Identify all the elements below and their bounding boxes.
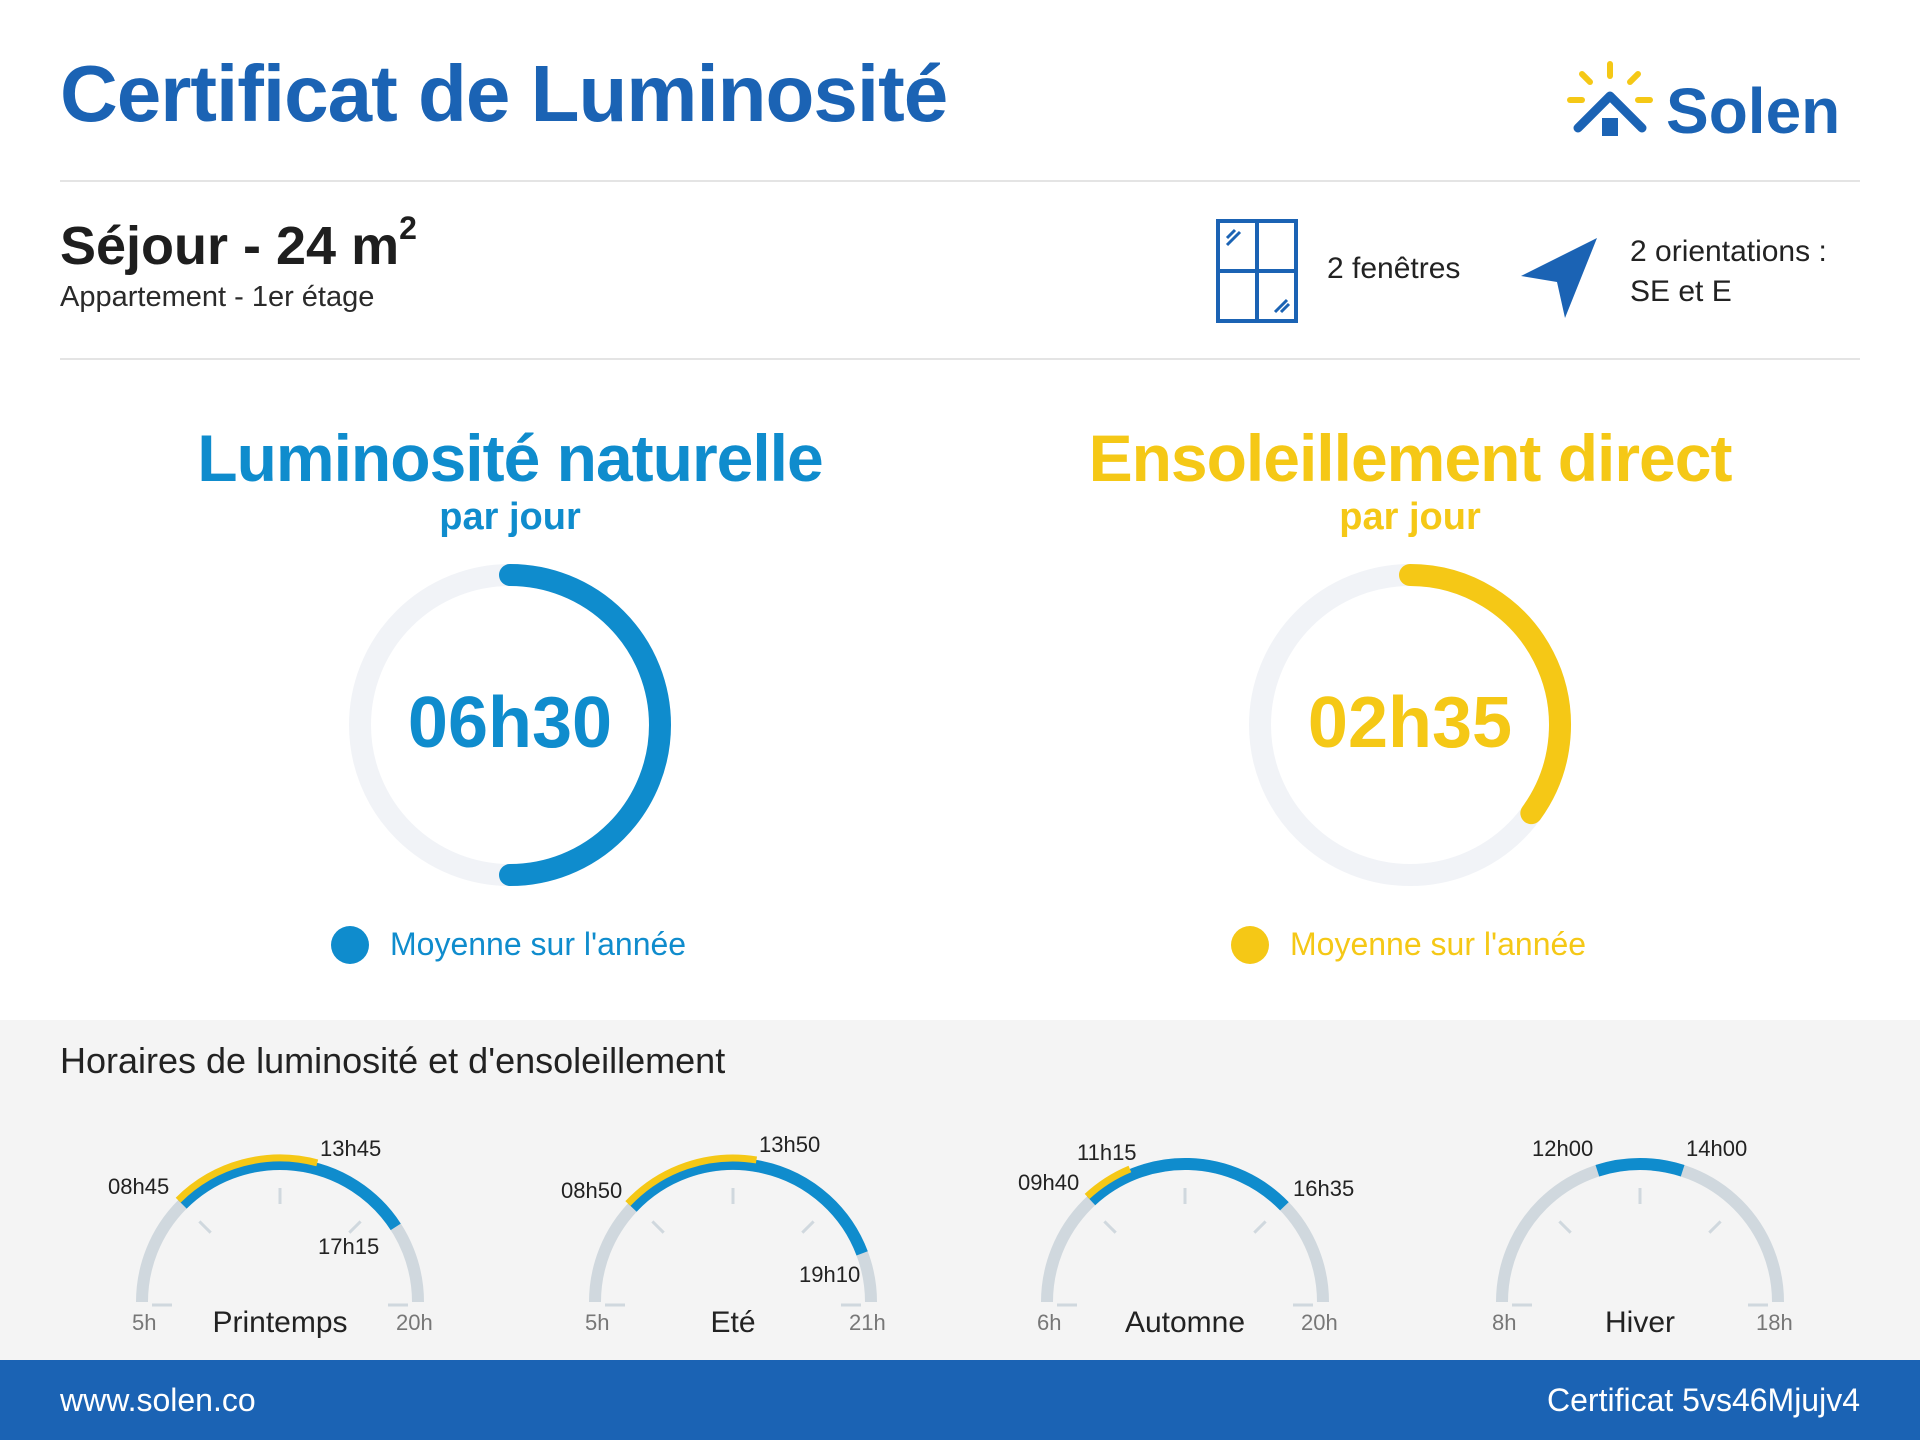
light-arc bbox=[1597, 1164, 1682, 1171]
season-start-hour: 6h bbox=[1037, 1310, 1062, 1335]
sun-end-time: 11h15 bbox=[1077, 1140, 1137, 1165]
room-name bbox=[60, 210, 417, 277]
luminosite-subtitle: par jour bbox=[439, 496, 581, 538]
orientation-info bbox=[1515, 228, 1845, 328]
luminosite-legend-dot bbox=[331, 926, 369, 964]
season-automne bbox=[1015, 1120, 1355, 1360]
header bbox=[60, 40, 1860, 150]
windows-label: 2 fenêtres bbox=[1327, 252, 1461, 285]
light-start-time: 12h00 bbox=[1532, 1136, 1594, 1161]
room-area-superscript: 2 bbox=[399, 210, 417, 246]
sun-end-time: 13h50 bbox=[759, 1132, 821, 1157]
schedule-title: Horaires de luminosité et d'ensoleillement bbox=[60, 1040, 726, 1081]
sun-house-icon bbox=[1560, 50, 1660, 150]
window-icon bbox=[1215, 218, 1299, 324]
season-start-hour: 8h bbox=[1492, 1310, 1517, 1335]
ensoleillement-legend bbox=[960, 920, 1860, 970]
website-link[interactable]: www.solen.co bbox=[60, 1382, 256, 1418]
logo-text: Solen bbox=[1666, 75, 1841, 147]
season-name: Automne bbox=[1124, 1306, 1246, 1339]
gauge-tick bbox=[802, 1221, 813, 1232]
season-ete bbox=[563, 1120, 903, 1360]
light-start-time: 08h50 bbox=[561, 1178, 623, 1203]
season-start-hour: 5h bbox=[585, 1310, 610, 1335]
certificate-id: Certificat 5vs46Mjujv4 bbox=[1547, 1382, 1860, 1418]
gauge-track bbox=[1047, 1164, 1323, 1302]
gauge-tick bbox=[652, 1221, 663, 1232]
gauge-tick bbox=[1254, 1221, 1265, 1232]
ensoleillement-subtitle: par jour bbox=[1339, 496, 1481, 538]
room-info bbox=[60, 210, 417, 314]
gauge-track bbox=[142, 1164, 418, 1302]
luminosite-legend-text: Moyenne sur l'année bbox=[390, 926, 687, 962]
light-start-time: 08h45 bbox=[108, 1174, 170, 1199]
season-name: Eté bbox=[710, 1306, 756, 1339]
windows-info bbox=[1215, 218, 1475, 324]
light-end-time: 16h35 bbox=[1293, 1176, 1355, 1201]
season-name: Printemps bbox=[212, 1306, 348, 1339]
gauge-tick bbox=[1709, 1221, 1720, 1232]
season-end-hour: 18h bbox=[1756, 1310, 1793, 1335]
season-hiver bbox=[1470, 1120, 1810, 1360]
gauge-track bbox=[1502, 1164, 1778, 1302]
luminosite-title: Luminosité naturelle bbox=[197, 421, 823, 495]
orientation-line2: SE et E bbox=[1630, 275, 1732, 308]
ensoleillement-panel bbox=[960, 420, 1860, 962]
page-title: Certificat de Luminosité bbox=[60, 49, 948, 138]
season-start-hour: 5h bbox=[132, 1310, 157, 1335]
gauge-tick bbox=[1559, 1221, 1570, 1232]
sun-end-time: 13h45 bbox=[320, 1136, 382, 1161]
ensoleillement-legend-dot bbox=[1231, 926, 1269, 964]
light-end-time: 17h15 bbox=[318, 1234, 380, 1259]
room-subtitle: Appartement - 1er étage bbox=[60, 281, 375, 313]
divider-middle bbox=[60, 358, 1860, 360]
gauge-tick bbox=[199, 1221, 210, 1232]
ensoleillement-legend-text: Moyenne sur l'année bbox=[1290, 926, 1587, 962]
divider-top bbox=[60, 180, 1860, 182]
season-end-hour: 21h bbox=[849, 1310, 886, 1335]
luminosite-value: 06h30 bbox=[407, 683, 613, 763]
gauge-tick bbox=[349, 1221, 360, 1232]
season-end-hour: 20h bbox=[396, 1310, 433, 1335]
light-end-time: 19h10 bbox=[799, 1262, 861, 1287]
luminosite-legend bbox=[60, 920, 960, 970]
orientation-label bbox=[1630, 232, 1850, 312]
orientation-line1: 2 orientations : bbox=[1630, 235, 1827, 268]
footer bbox=[0, 1360, 1920, 1440]
light-end-time: 14h00 bbox=[1686, 1136, 1748, 1161]
room-name-text: Séjour - 24 m bbox=[60, 216, 400, 276]
gauge-tick bbox=[1104, 1221, 1115, 1232]
light-start-time: 09h40 bbox=[1018, 1170, 1080, 1195]
luminosite-panel bbox=[60, 420, 960, 962]
solen-logo[interactable] bbox=[1560, 50, 1860, 150]
ensoleillement-title: Ensoleillement direct bbox=[1088, 421, 1732, 495]
compass-arrow-icon bbox=[1515, 232, 1605, 322]
ensoleillement-value: 02h35 bbox=[1307, 683, 1513, 763]
season-end-hour: 20h bbox=[1301, 1310, 1338, 1335]
schedule-section bbox=[0, 1020, 1920, 1360]
season-printemps bbox=[110, 1120, 450, 1360]
season-name: Hiver bbox=[1604, 1306, 1675, 1339]
